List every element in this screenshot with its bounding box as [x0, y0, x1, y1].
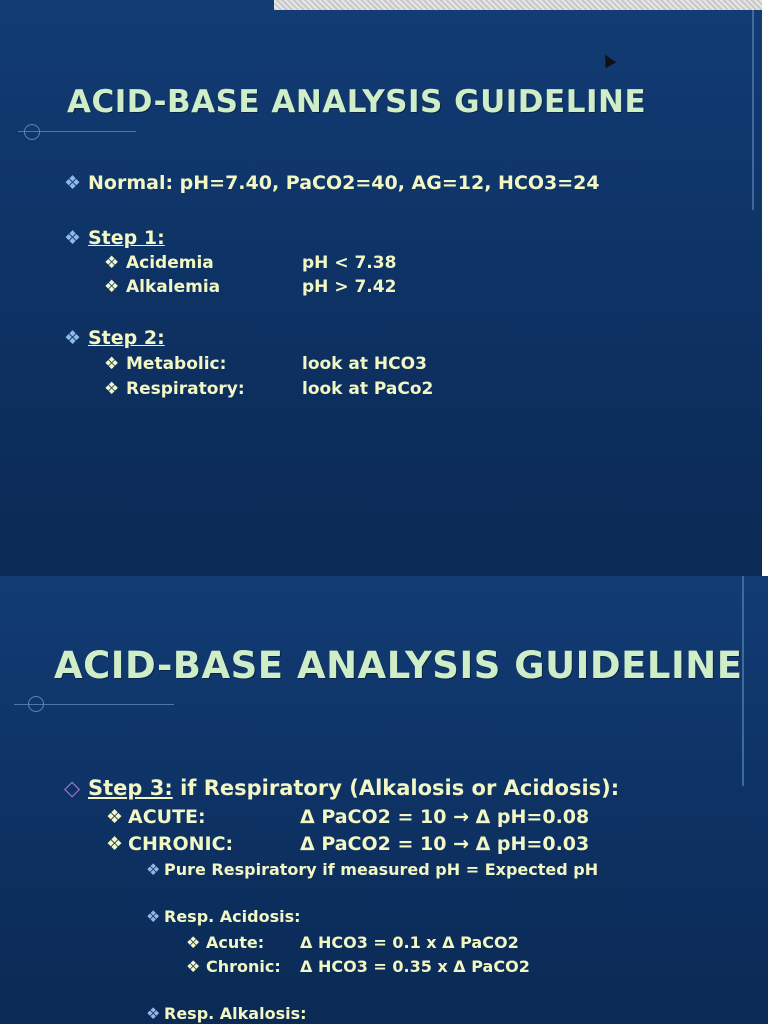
- resp-acidosis-chronic: ❖ Chronic:: [186, 957, 281, 976]
- step-3-chronic: ❖ CHRONIC:: [106, 833, 234, 855]
- step-3-heading: ◇ Step 3: if Respiratory (Alkalosis or Acidosis):: [64, 776, 620, 800]
- step-1-heading: ❖ Step 1:: [64, 227, 165, 249]
- bullet-icon: ❖: [146, 907, 161, 926]
- bullet-icon: ❖: [64, 172, 82, 194]
- normal-values: ❖ Normal: pH=7.40, PaCO2=40, AG=12, HCO3=24: [64, 172, 600, 194]
- diamond-bullet-icon: ◇: [64, 776, 81, 800]
- bullet-icon: ❖: [106, 806, 124, 828]
- step-3-acute-value: Δ PaCO2 = 10 → Δ pH=0.08: [300, 806, 590, 828]
- resp-alkalosis-heading: ❖ Resp. Alkalosis:: [146, 1004, 307, 1023]
- mouse-cursor-icon: [600, 52, 616, 68]
- step-1-item-acidemia: ❖ Acidemia: [104, 253, 214, 273]
- bullet-icon: ❖: [64, 327, 82, 349]
- decor-crosshair: [24, 124, 40, 140]
- step-2-item-respiratory: ❖ Respiratory:: [104, 379, 245, 399]
- slide-2-title: ACID-BASE ANALYSIS GUIDELINE: [54, 644, 743, 687]
- resp-acidosis-acute-value: Δ HCO3 = 0.1 x Δ PaCO2: [300, 933, 519, 952]
- bullet-icon: ❖: [146, 860, 161, 879]
- step-3-acute: ❖ ACUTE:: [106, 806, 206, 828]
- bullet-icon: ❖: [146, 1004, 161, 1023]
- bullet-icon: ❖: [104, 253, 120, 273]
- step-2-item-metabolic: ❖ Metabolic:: [104, 354, 227, 374]
- resp-acidosis-chronic-value: Δ HCO3 = 0.35 x Δ PaCO2: [300, 957, 530, 976]
- bullet-icon: ❖: [104, 354, 120, 374]
- bullet-icon: ❖: [186, 933, 201, 952]
- bullet-icon: ❖: [186, 957, 201, 976]
- bullet-icon: ❖: [106, 833, 124, 855]
- step-1-value-acidemia: pH < 7.38: [302, 253, 397, 273]
- step-3-pure-note: ❖ Pure Respiratory if measured pH = Expected pH: [146, 860, 599, 879]
- step-2-value-respiratory: look at PaCo2: [302, 379, 434, 399]
- resp-acidosis-acute: ❖ Acute:: [186, 933, 265, 952]
- step-2-heading: ❖ Step 2:: [64, 327, 165, 349]
- bullet-icon: ❖: [104, 277, 120, 297]
- resp-acidosis-heading: ❖ Resp. Acidosis:: [146, 907, 301, 926]
- window-top-bar: [274, 0, 762, 10]
- step-1-item-alkalemia: ❖ Alkalemia: [104, 277, 221, 297]
- decor-crosshair: [28, 696, 44, 712]
- step-3-chronic-value: Δ PaCO2 = 10 → Δ pH=0.03: [300, 833, 590, 855]
- bullet-icon: ❖: [64, 227, 82, 249]
- bullet-icon: ❖: [104, 379, 120, 399]
- slide-1-title: ACID-BASE ANALYSIS GUIDELINE: [67, 84, 647, 120]
- decor-vertical-line: [752, 10, 754, 210]
- step-2-value-metabolic: look at HCO3: [302, 354, 427, 374]
- step-1-value-alkalemia: pH > 7.42: [302, 277, 397, 297]
